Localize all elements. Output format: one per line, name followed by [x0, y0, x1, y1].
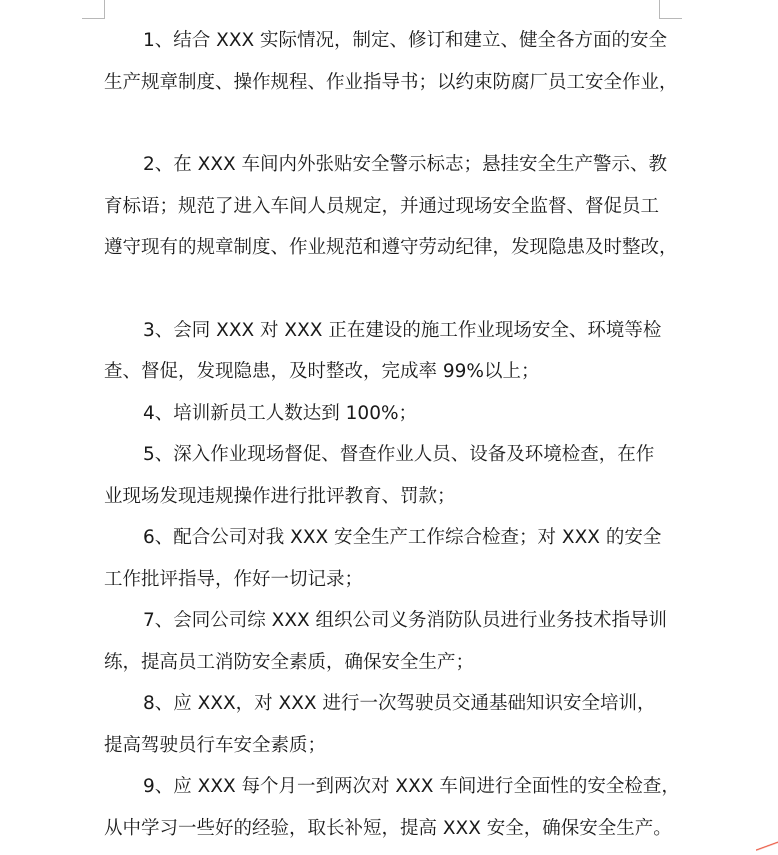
paragraph-line: 遵守现有的规章制度、作业规范和遵守劳动纪律，发现隐患及时整改， [104, 237, 678, 258]
paragraph-line: 提高驾驶员行车安全素质； [104, 734, 327, 756]
paragraph-line: 9、应 XXX 每个月一到两次对 XXX 车间进行全面性的安全检查， [143, 776, 680, 797]
margin-corner-mark-top-left [82, 0, 105, 19]
paragraph-line: 2、在 XXX 车间内外张贴安全警示标志；悬挂安全生产警示、教 [143, 154, 668, 175]
paragraph-line: 7、会同公司综 XXX 组织公司义务消防队员进行业务技术指导训 [143, 610, 668, 631]
paragraph-line: 6、配合公司对我 XXX 安全生产工作综合检查；对 XXX 的安全 [143, 527, 662, 548]
paragraph-6 [104, 517, 664, 600]
paragraph-spacer [104, 269, 664, 310]
paragraph-4 [104, 393, 664, 435]
document-body [104, 20, 680, 849]
margin-corner-mark-top-right [659, 0, 682, 19]
paragraph-8 [104, 683, 664, 766]
paragraph-7 [104, 600, 668, 683]
paragraph-line: 工作批评指导，作好一切记录； [104, 568, 364, 590]
paragraph-line: 生产规章制度、操作规程、作业指导书；以约束防腐厂员工安全作业， [104, 71, 678, 93]
edge-decoration [756, 841, 778, 851]
paragraph-5 [104, 434, 664, 517]
paragraph-2 [104, 144, 678, 269]
paragraph-9 [104, 766, 680, 849]
paragraph-line: 1、结合 XXX 实际情况，制定、修订和建立、健全各方面的安全 [143, 30, 668, 51]
paragraph-line: 查、督促，发现隐患，及时整改，完成率 99%以上； [104, 361, 540, 382]
paragraph-line: 8、应 XXX，对 XXX 进行一次驾驶员交通基础知识安全培训， [143, 693, 656, 714]
paragraph-line: 3、会同 XXX 对 XXX 正在建设的施工作业现场安全、环境等检 [143, 319, 662, 341]
paragraph-line: 业现场发现违规操作进行批评教育、罚款； [104, 485, 456, 507]
paragraph-line: 4、培训新员工人数达到 100%； [143, 402, 418, 424]
paragraph-3 [104, 310, 664, 393]
paragraph-line: 育标语；规范了进入车间人员规定，并通过现场安全监督、督促员工 [104, 195, 660, 217]
paragraph-1 [104, 20, 678, 103]
paragraph-line: 从中学习一些好的经验，取长补短，提高 XXX 安全，确保安全生产。 [104, 817, 672, 839]
paragraph-line: 练，提高员工消防安全素质，确保安全生产； [104, 651, 475, 673]
paragraph-spacer [104, 103, 664, 144]
paragraph-line: 5、深入作业现场督促、督查作业人员、设备及环境检查，在作 [143, 444, 655, 465]
